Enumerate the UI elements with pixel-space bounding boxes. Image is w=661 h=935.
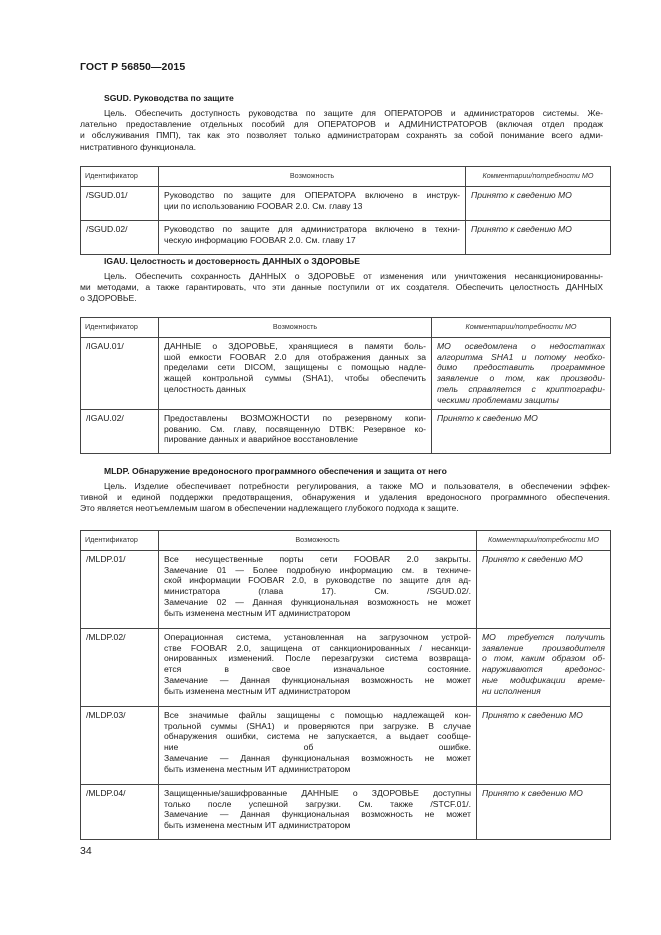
row-id: /IGAU.01/ (81, 337, 159, 409)
text-line: ние об ошибке. (164, 742, 471, 753)
section-intro-sgud (80, 108, 603, 153)
row-capability (159, 409, 432, 453)
text-line: тель справляется с криптографи- (437, 383, 605, 394)
text-line: Замечание 02 — Данная функциональная возможность не может (164, 596, 471, 607)
text-line: Защищенные/зашифрованные ДАННЫЕ о ЗДОРОВЬЕ доступны (164, 787, 471, 798)
text-line: ми методами, а также гарантировать, что эти данные поступили от их создателя. Обеспечить целостность ДАННЫХ (80, 282, 603, 293)
text-line: алгоритма SHA1 и потому необхо- (437, 351, 605, 362)
table-row (81, 220, 611, 254)
text-line: Все значимые файлы защищены с помощью надлежащей кон- (164, 709, 471, 720)
row-comment (466, 186, 611, 220)
column-header-capability: Возможность (159, 531, 477, 551)
text-line: Принято к сведению МО (471, 189, 572, 200)
text-line: рованию. См. главу, посвященную DTBK: Резервное ко- (164, 423, 426, 434)
text-line: Цель. Обеспечить сохранность ДАННЫХ о ЗДОРОВЬЕ от изменения или уничтожения несанкционированны- (104, 271, 603, 281)
row-comment (477, 706, 611, 784)
text-line: только после успешной загрузки. См. также /STCF.01/. (164, 798, 471, 809)
table-igau (80, 317, 611, 454)
table-row (81, 550, 611, 628)
table-header-row (81, 167, 611, 187)
column-header-comment: Комментарии/потребности МО (466, 167, 611, 187)
table-mldp (80, 530, 611, 840)
text-line: МО требуется получить (482, 631, 605, 642)
section-title-sgud: SGUD. Руководства по защите (104, 93, 234, 103)
table-row (81, 186, 611, 220)
text-line: димо предоставить программное (437, 362, 605, 373)
text-line: стве FOOBAR 2.0, защищена от санкционированных / несанкци- (164, 642, 471, 653)
text-line: Это является неотъемлемым шагом в обеспечении надлежащего глубокого подхода к защите. (80, 503, 459, 514)
text-line: быть изменена местным ИТ администратором (164, 820, 351, 831)
text-line: о том, каким образом об- (482, 653, 605, 664)
column-header-comment: Комментарии/потребности МО (432, 318, 611, 338)
row-capability (159, 628, 477, 706)
text-line: быть изменена местным ИТ администратором (164, 763, 351, 774)
text-line: заявление производителя (482, 642, 605, 653)
text-line: ческими проблемами защиты (437, 394, 559, 405)
row-capability (159, 784, 477, 839)
column-header-id: Идентификатор (81, 167, 159, 187)
text-line: МО осведомлена о недостатках (437, 340, 605, 351)
section-title-igau: IGAU. Целостность и достоверность ДАННЫХ о ЗДОРОВЬЕ (104, 256, 360, 266)
text-line: ется в свое изначальное состояние. (164, 664, 471, 675)
row-id: /MLDP.04/ (81, 784, 159, 839)
table-header-row (81, 531, 611, 551)
row-capability (159, 186, 466, 220)
row-comment (477, 550, 611, 628)
text-line: жащей контрольной суммы (SHA1), чтобы обеспечить (164, 373, 426, 384)
row-capability (159, 337, 432, 409)
table-row (81, 706, 611, 784)
table-row (81, 337, 611, 409)
text-line: шой емкости FOOBAR 2.0 для отображения данных за (164, 351, 426, 362)
column-header-capability: Возможность (159, 167, 466, 187)
table-header-row (81, 318, 611, 338)
row-comment (432, 337, 611, 409)
text-line: Цель. Обеспечить доступность руководства по защите для ОПЕРАТОРОВ и администраторов системы. Же- (104, 108, 603, 118)
row-id: /MLDP.03/ (81, 706, 159, 784)
text-line: Принято к сведению МО (437, 412, 538, 423)
column-header-id: Идентификатор (81, 531, 159, 551)
text-line: ные модификации време- (482, 674, 605, 685)
text-line: тивной и единой поддержки предотвращения, обнаружения и удаления вредоносного программного обеспечения. (80, 492, 610, 503)
row-comment (466, 220, 611, 254)
text-line: министратора (глава 17). См. /SGUD.02/. (164, 586, 471, 597)
table-sgud (80, 166, 611, 255)
row-id: /IGAU.02/ (81, 409, 159, 453)
table-row (81, 784, 611, 839)
row-id: /SGUD.02/ (81, 220, 159, 254)
section-title-mldp: MLDP. Обнаружение вредоносного программного обеспечения и защита от него (104, 466, 447, 476)
document-header: ГОСТ Р 56850—2015 (80, 61, 186, 73)
text-line: Руководство по защите для ОПЕРАТОРА включено в инструк- (164, 189, 460, 200)
text-line: целостность данных (164, 383, 246, 394)
text-line: трольной суммы (SHA1) и проверяются при загрузке. В случае (164, 720, 471, 731)
text-line: Замечание — Данная функциональная возможность не может (164, 674, 471, 685)
text-line: Цель. Изделие обеспечивает потребности регулирования, а также МО и пользователя, в обеспечении эффек- (104, 481, 610, 491)
text-line: и обслуживания ПМП), так как это позволяет только администраторам сохранять за собой понимание всего адми- (80, 130, 603, 141)
text-line: Принято к сведению МО (482, 787, 583, 798)
row-capability (159, 550, 477, 628)
text-line: быть изменена местным ИТ администратором (164, 607, 351, 618)
text-line: наруживаются вредонос- (482, 664, 605, 675)
row-comment (432, 409, 611, 453)
text-line: Предоставлены ВОЗМОЖНОСТИ по резервному копи- (164, 412, 426, 423)
column-header-id: Идентификатор (81, 318, 159, 338)
text-line: ни исполнения (482, 685, 541, 696)
row-id: /MLDP.01/ (81, 550, 159, 628)
page-number: 34 (80, 845, 92, 857)
section-intro-igau (80, 271, 603, 305)
text-line: онированных изменений. После перезагрузки система возвраща- (164, 653, 471, 664)
row-comment (477, 784, 611, 839)
row-capability (159, 220, 466, 254)
text-line: Операционная система, установленная на загрузочном устрой- (164, 631, 471, 642)
text-line: Руководство по защите для администратора включено в техни- (164, 223, 460, 234)
text-line: Принято к сведению МО (482, 709, 583, 720)
text-line: обнаружения ошибки, система не запускается, а выдает сообще- (164, 731, 471, 742)
text-line: пирование данных и аварийное восстановление (164, 434, 358, 445)
row-id: /SGUD.01/ (81, 186, 159, 220)
column-header-capability: Возможность (159, 318, 432, 338)
text-line: ДАННЫЕ о ЗДОРОВЬЕ, хранящиеся в памяти боль- (164, 340, 426, 351)
text-line: пределами сети DICOM, защищены с помощью надле- (164, 362, 426, 373)
text-line: нистративного функционала. (80, 141, 197, 152)
text-line: быть изменена местным ИТ администратором (164, 685, 351, 696)
row-comment (477, 628, 611, 706)
text-line: Принято к сведению МО (471, 223, 572, 234)
text-line: ской информации FOOBAR 2.0, в руководстве по защите для ад- (164, 575, 471, 586)
section-intro-mldp (80, 481, 610, 515)
text-line: заявление о том, как производи- (437, 373, 605, 384)
text-line: о ЗДОРОВЬЕ. (80, 293, 137, 304)
table-row (81, 409, 611, 453)
text-line: Замечание — Данная функциональная возможность не может (164, 809, 471, 820)
table-row (81, 628, 611, 706)
column-header-comment: Комментарии/потребности МО (477, 531, 611, 551)
row-capability (159, 706, 477, 784)
text-line: Замечание — Данная функциональная возможность не может (164, 752, 471, 763)
text-line: Замечание 01 — Более подробную информацию см. в техниче- (164, 564, 471, 575)
text-line: ции по использованию FOOBAR 2.0. См. главу 13 (164, 200, 363, 211)
text-line: Все несущественные порты сети FOOBAR 2.0 закрыты. (164, 553, 471, 564)
text-line: ческую информацию FOOBAR 2.0. См. главу 17 (164, 234, 356, 245)
text-line: Принято к сведению МО (482, 553, 583, 564)
text-line: лательно предоставление отдельных пособий для ОПЕРАТОРОВ и АДМИНИСТРАТОРОВ (включая отдел продаж (80, 119, 603, 130)
row-id: /MLDP.02/ (81, 628, 159, 706)
